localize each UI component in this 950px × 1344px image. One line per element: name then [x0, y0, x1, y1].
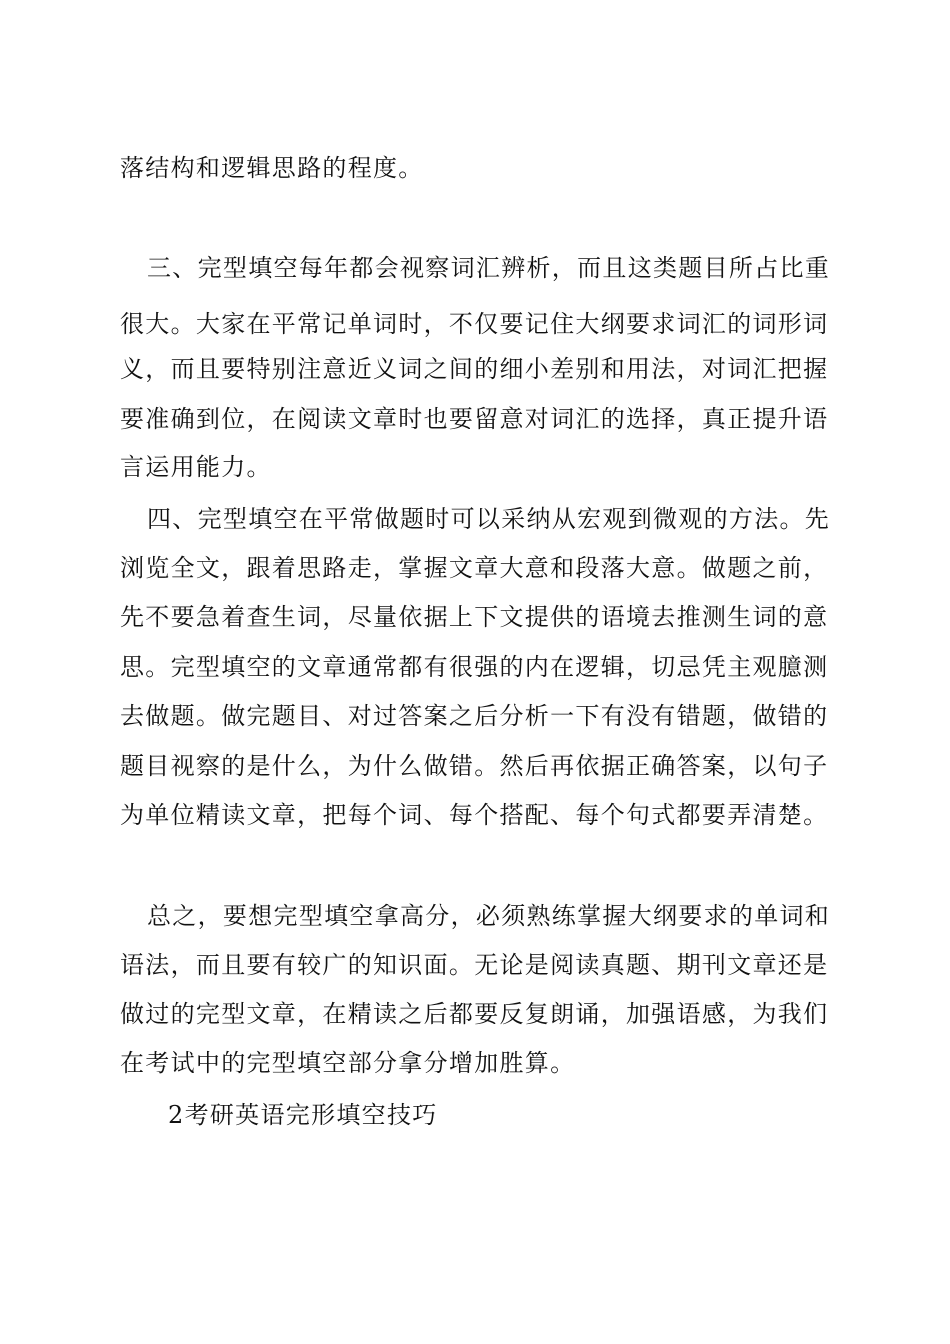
paragraph-line: 语法，而且要有较广的知识面。无论是阅读真题、期刊文章还是 [120, 951, 829, 979]
paragraph-line: 题目视察的是什么，为什么做错。然后再依据正确答案，以句子 [120, 752, 829, 780]
paragraph-line: 思。完型填空的文章通常都有很强的内在逻辑，切忌凭主观臆测 [120, 653, 829, 681]
paragraph-line: 要准确到位，在阅读文章时也要留意对词汇的选择，真正提升语 [120, 405, 829, 433]
paragraph-line: 落结构和逻辑思路的程度。 [120, 154, 424, 182]
paragraph-line: 很大。大家在平常记单词时，不仅要记住大纲要求词汇的词形词 [120, 310, 829, 338]
paragraph-line: 浏览全文，跟着思路走，掌握文章大意和段落大意。做题之前， [120, 554, 829, 582]
paragraph-line: 先不要急着查生词，尽量依据上下文提供的语境去推测生词的意 [120, 603, 829, 631]
section-heading: 2考研英语完形填空技巧 [168, 1101, 438, 1129]
paragraph-line: 做过的完型文章，在精读之后都要反复朗诵，加强语感，为我们 [120, 1000, 829, 1028]
paragraph-line: 为单位精读文章，把每个词、每个搭配、每个句式都要弄清楚。 [120, 801, 829, 829]
paragraph-line: 义，而且要特别注意近义词之间的细小差别和用法，对词汇把握 [120, 355, 829, 383]
paragraph-line: 去做题。做完题目、对过答案之后分析一下有没有错题，做错的 [120, 702, 829, 730]
paragraph-line: 言运用能力。 [120, 453, 272, 481]
paragraph-line: 三、完型填空每年都会视察词汇辨析，而且这类题目所占比重 [147, 254, 831, 282]
paragraph-line: 总之，要想完型填空拿高分，必须熟练掌握大纲要求的单词和 [147, 902, 831, 930]
paragraph-line: 四、完型填空在平常做题时可以采纳从宏观到微观的方法。先 [147, 505, 831, 533]
paragraph-line: 在考试中的完型填空部分拿分增加胜算。 [120, 1049, 576, 1077]
